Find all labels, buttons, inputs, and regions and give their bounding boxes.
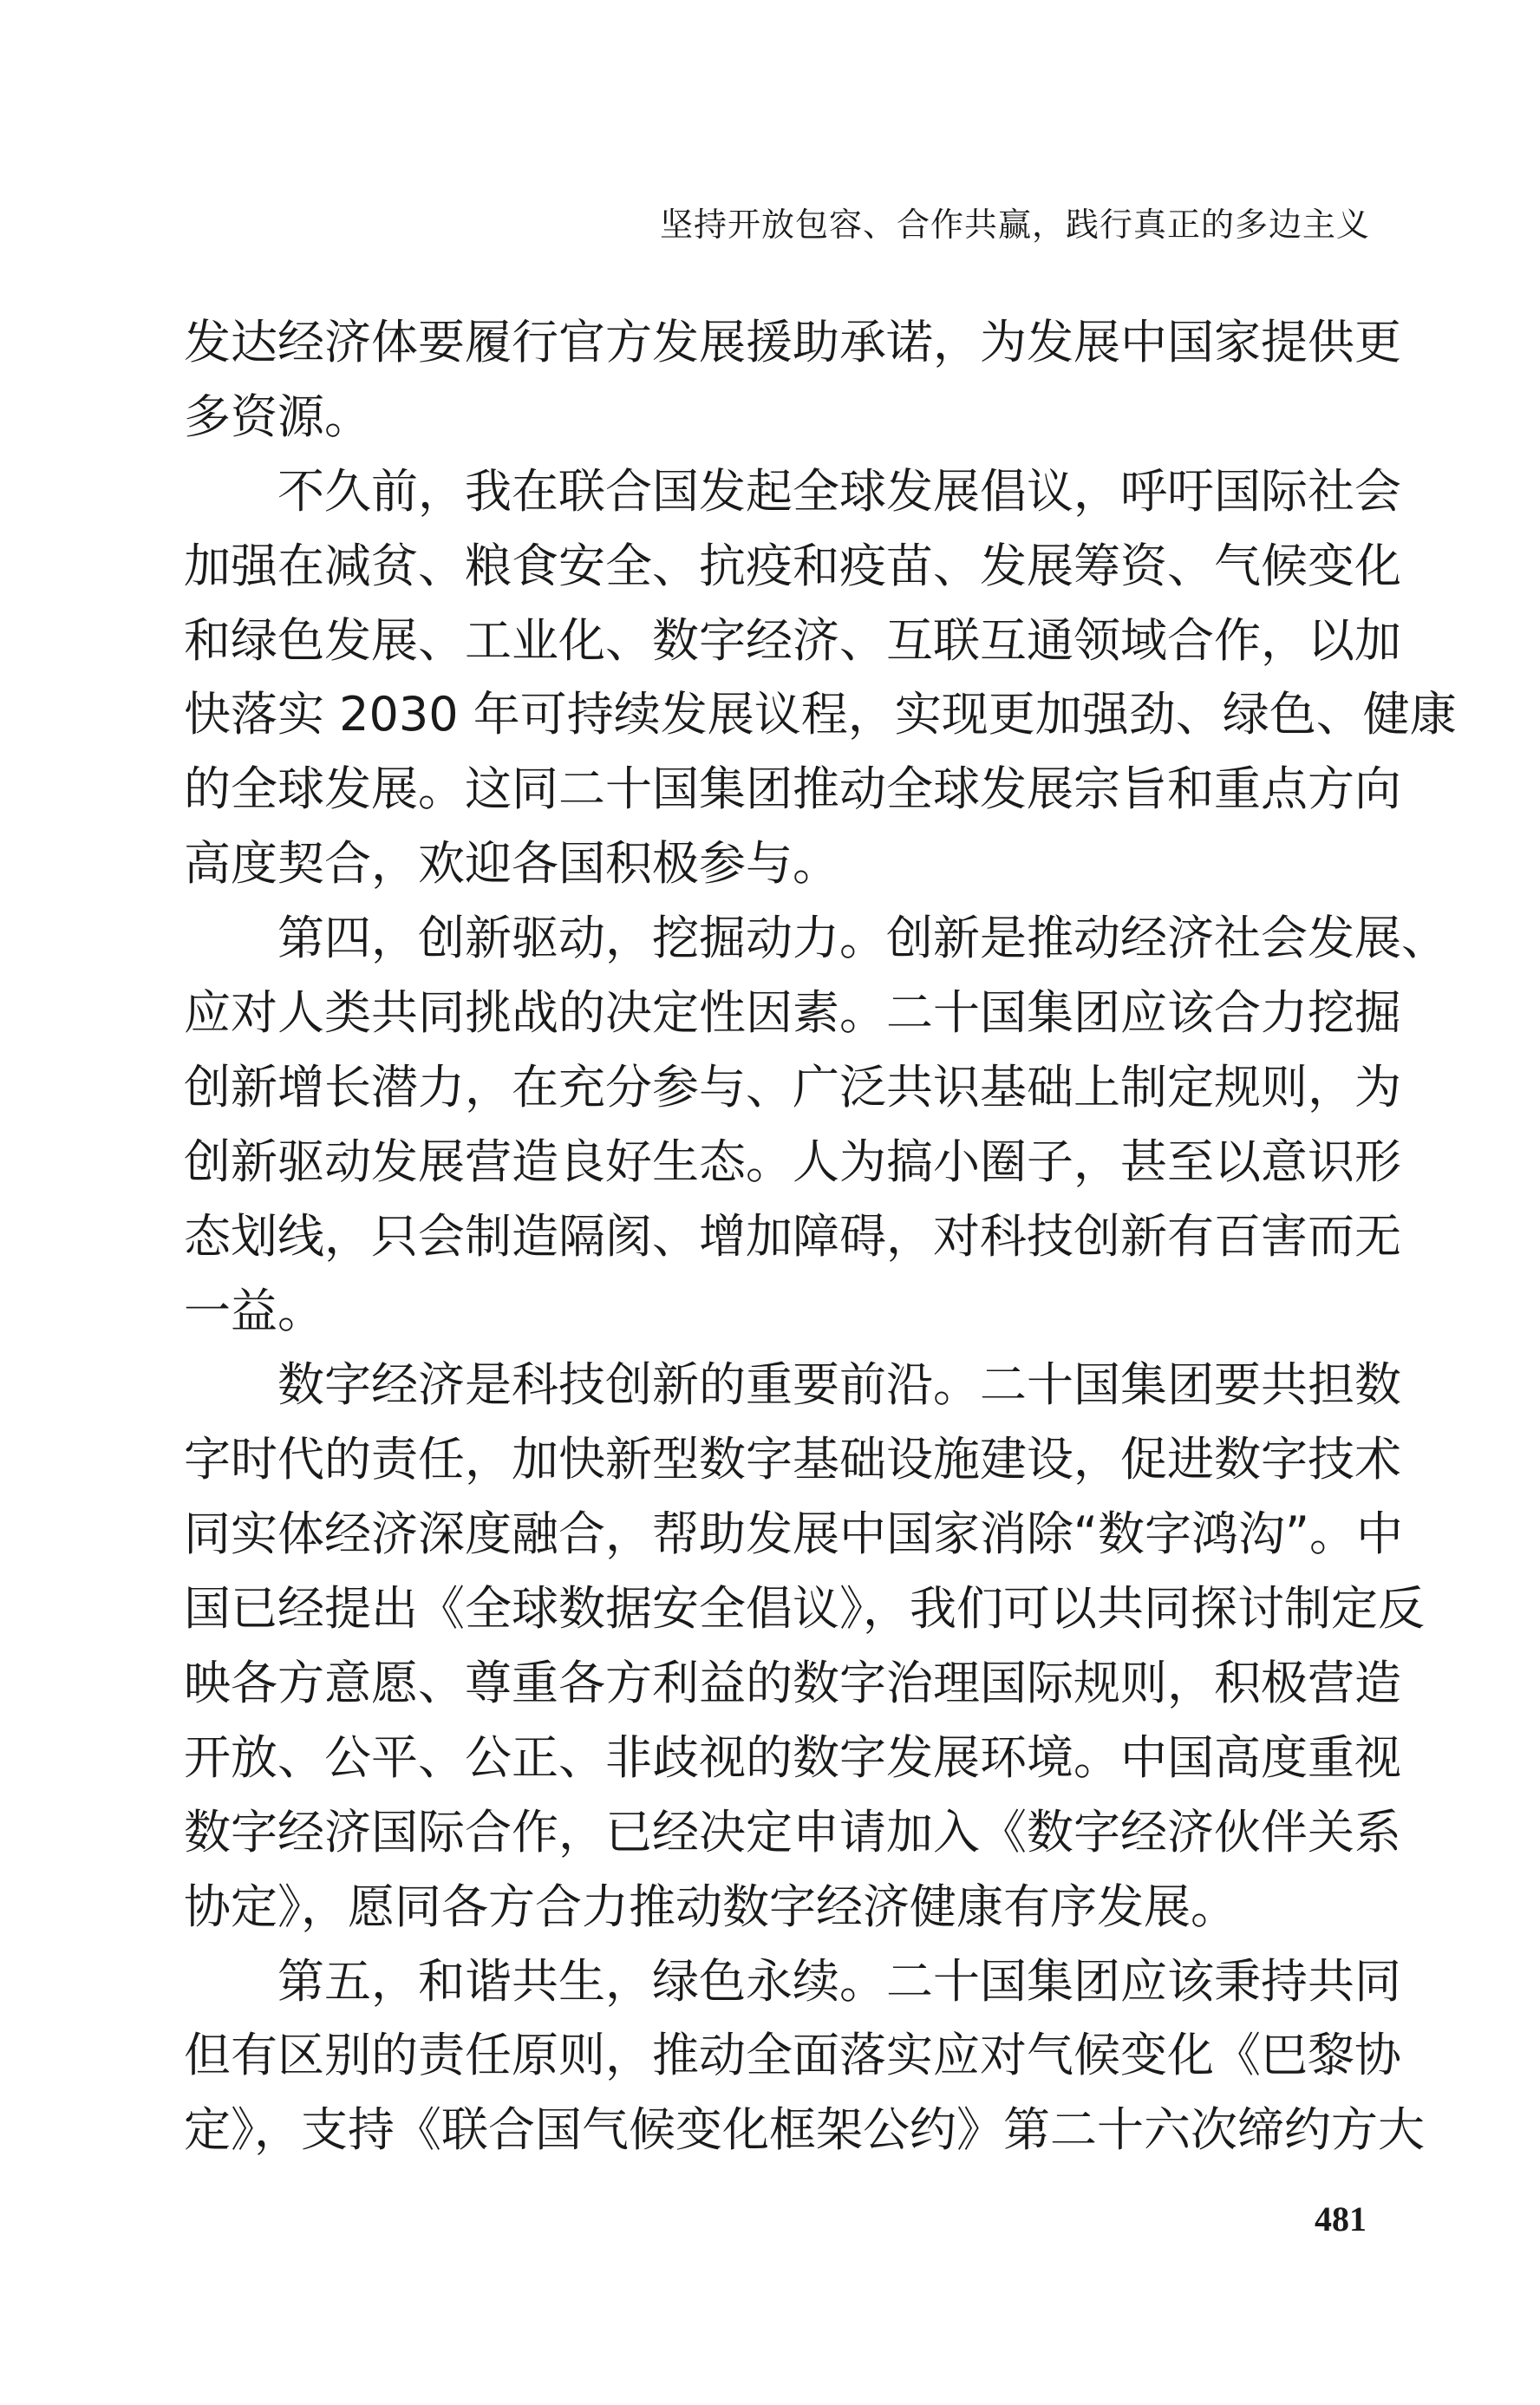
text-line: 协定》，愿同各方合力推动数字经济健康有序发展。	[184, 1879, 1237, 1934]
text-line: 多资源。	[184, 389, 371, 444]
text-line: 创新驱动发展营造良好生态。人为搞小圈子，甚至以意识形	[184, 1134, 1401, 1189]
text-line: 国已经提出《全球数据安全倡议》，我们可以共同探讨制定反	[184, 1581, 1425, 1637]
text-line: 创新增长潜力，在充分参与、广泛共识基础上制定规则，为	[184, 1059, 1401, 1114]
text-line: 加强在减贫、粮食安全、抗疫和疫苗、发展筹资、气候变化	[184, 538, 1401, 593]
page-number: 481	[1315, 2199, 1367, 2238]
paragraph-start-line: 数字经济是科技创新的重要前沿。二十国集团要共担数	[277, 1357, 1401, 1413]
text-line: 开放、公平、公正、非歧视的数字发展环境。中国高度重视	[184, 1729, 1401, 1785]
text-line: 和绿色发展、工业化、数字经济、互联互通领域合作，以加	[184, 612, 1401, 668]
text-line: 的全球发展。这同二十国集团推动全球发展宗旨和重点方向	[184, 761, 1401, 817]
text-line: 数字经济国际合作，已经决定申请加入《数字经济伙伴关系	[184, 1804, 1401, 1859]
text-line: 态划线，只会制造隔阂、增加障碍，对科技创新有百害而无	[184, 1208, 1401, 1264]
text-line: 字时代的责任，加快新型数字基础设施建设，促进数字技术	[184, 1432, 1401, 1487]
text-line: 快落实 2030 年可持续发展议程，实现更加强劲、绿色、健康	[184, 687, 1457, 742]
text-line: 发达经济体要履行官方发展援助承诺，为发展中国家提供更	[184, 315, 1401, 369]
text-line: 同实体经济深度融合，帮助发展中国家消除“数字鸿沟”。中	[184, 1506, 1403, 1562]
paragraph-start-line: 第四，创新驱动，挖掘动力。创新是推动经济社会发展、	[277, 911, 1448, 966]
text-line: 但有区别的责任原则，推动全面落实应对气候变化《巴黎协	[184, 2028, 1401, 2083]
text-line: 定》，支持《联合国气候变化框架公约》第二十六次缔约方大	[184, 2102, 1425, 2158]
text-line: 映各方意愿、尊重各方利益的数字治理国际规则，积极营造	[184, 1656, 1401, 1711]
text-line: 一益。	[184, 1283, 324, 1338]
text-line: 高度契合，欢迎各国积极参与。	[184, 836, 839, 892]
text-line: 应对人类共同挑战的决定性因素。二十国集团应该合力挖掘	[184, 985, 1401, 1041]
body-text	[184, 305, 1457, 2167]
running-header: 坚持开放包容、合作共赢，践行真正的多边主义	[659, 206, 1370, 244]
paragraph-start-line: 第五，和谐共生，绿色永续。二十国集团应该秉持共同	[277, 1953, 1401, 2009]
paragraph-start-line: 不久前，我在联合国发起全球发展倡议，呼吁国际社会	[277, 463, 1401, 519]
